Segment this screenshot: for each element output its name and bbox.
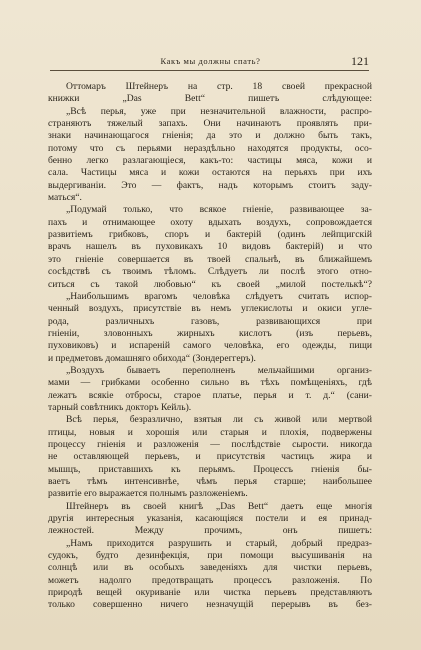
text-line: гніеніи, зловонныхъ жирныхъ кислотъ (изъ перьевъ, xyxy=(48,327,372,339)
text-line: маться“. xyxy=(48,192,82,204)
text-line: солнцѣ или въ особыхъ заведеніяхъ для чистки перьевъ, xyxy=(48,562,372,574)
text-line: ситься съ такой любовью“ къ своей „милой постелькѣ“? xyxy=(48,278,372,290)
text-line: книжки „Das Bett“ пишетъ слѣдующее: xyxy=(48,93,372,105)
text-line: мышцъ, приставшихъ къ перьямъ. Процессъ гніенія бы- xyxy=(48,463,372,475)
text-line: лежатъ всякіе отбросы, старое платье, перья и т. д.“ (сани- xyxy=(48,389,372,401)
header-rule xyxy=(50,70,369,71)
text-line: „Наибольшимъ врагомъ человѣка слѣдуетъ считать испор- xyxy=(66,290,372,302)
text-line: врачъ нашелъ въ пуховикахъ 10 видовъ бактерій) и что xyxy=(48,241,372,253)
text-line: можетъ надолго предотвращать процессъ разложенія. По xyxy=(48,574,372,586)
text-line: „Воздухъ бываетъ переполненъ мельчайшими организ- xyxy=(66,364,372,376)
text-line: лежностей. Между прочимъ, онъ пишетъ: xyxy=(48,525,372,537)
text-line: бенно легко разлагающіеся, какъ-то: частицы мяса, кожи и xyxy=(48,155,372,167)
running-title: Какъ мы должны спать? xyxy=(160,56,261,66)
text-line: сосѣдствѣ съ твоимъ тѣломъ. Слѣдуетъ ли послѣ этого отно- xyxy=(48,266,372,278)
text-line: знаки начинающагося гніенія; да это и должно быть такъ, xyxy=(48,130,372,142)
text-line: пуховиковъ) и испареній самого человѣка, его одежды, пищи xyxy=(48,340,372,352)
text-line: Оттомаръ Штейнеръ на стр. 18 своей прекрасной xyxy=(66,81,372,92)
text-line: развитіе его выражается полнымъ разложеніемъ. xyxy=(48,488,248,500)
text-line: „Всѣ перья, уже при незначительной влажности, распро- xyxy=(66,105,372,117)
text-line: потому что съ перьями нераздѣльно находятся продукты, осо- xyxy=(48,142,372,154)
body-text xyxy=(48,81,372,612)
text-line: природѣ вещей окуриваніе или чистка перьевъ представляютъ xyxy=(48,587,372,599)
text-line: ваетъ тѣмъ интенсивнѣе, чѣмъ перья старше; наибольшее xyxy=(48,476,372,487)
page-number: 121 xyxy=(351,54,369,68)
text-line: рода, различныхъ газовъ, развивающихся при xyxy=(48,315,372,327)
text-line: не оставляющей перьевъ, и присутствія частицъ жира и xyxy=(48,451,372,463)
text-line: „Намъ приходится разрушить и старый, добрый предраз- xyxy=(66,537,372,549)
text-line: ченный воздухъ, присутствіе въ немъ углекислоты и окиси угле- xyxy=(48,303,372,315)
text-line: страняютъ тяжелый запахъ. Они начинаютъ проявлять при- xyxy=(48,118,372,130)
text-line: процессу гніенія и разложенія — послѣдствіе сырости. никогда xyxy=(48,438,372,450)
text-line: судокъ, будто дезинфекція, при помощи высушиванія на xyxy=(48,550,372,562)
text-line: тарный совѣтникъ докторъ Кейль). xyxy=(48,401,192,413)
text-line: Штейнеръ въ своей книгѣ „Das Bett“ даетъ еще многія xyxy=(66,500,372,512)
text-line: мами — грибками особенно сильно въ тѣхъ помѣщеніяхъ, гдѣ xyxy=(48,377,372,389)
text-line: сала. Частицы мяса и кожи остаются на перьяхъ при ихъ xyxy=(48,167,372,179)
text-line: Всѣ перья, безразлично, взятыя ли съ живой или мертвой xyxy=(66,414,372,426)
text-line: это гніеніе совершается въ твоей спальнѣ, въ ближайшемъ xyxy=(48,253,372,265)
text-line: развитіемъ грибковъ, споръ и бактерій (одинъ лейпцигскій xyxy=(48,229,372,241)
text-line: выдергиваніи. Это — фактъ, надъ которымъ стоитъ заду- xyxy=(48,179,372,191)
text-line: птицы, новыя и хорошія или старыя и плохія, подвержены xyxy=(48,426,372,438)
text-line: только совершенно ничего незначущій перерывъ въ без- xyxy=(48,599,372,611)
text-line: пахъ и отнимающее охоту вдыхать воздухъ, сопровождается xyxy=(48,216,372,228)
text-line: другія интересныя указанія, касающіяся постели и ея принад- xyxy=(48,513,372,525)
text-line: „Подумай только, что всякое гніеніе, развивающее за- xyxy=(66,204,372,216)
text-line: и предметовъ домашняго обихода“ (Зондереггеръ). xyxy=(48,352,256,364)
